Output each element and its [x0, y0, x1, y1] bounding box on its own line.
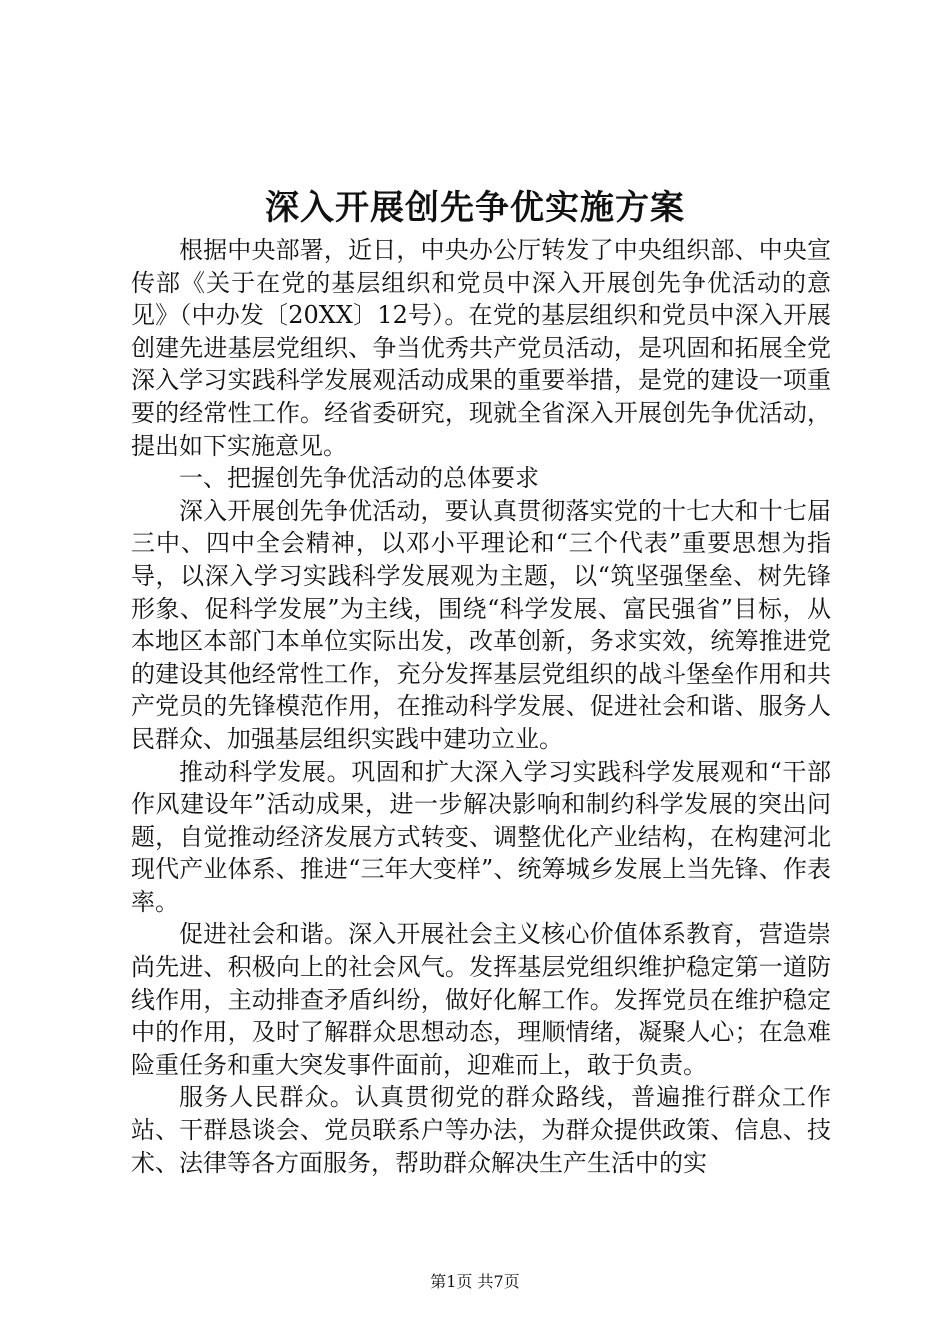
paragraph-scientific-development: 推动科学发展。巩固和扩大深入学习实践科学发展观和“干部作风建设年”活动成果，进一步解决影响和制约科学发展的突出问题，自觉推动经济发展方式转变、调整优化产业结构，在构建河北现代产业体系、推进“三年大变样”、统筹城乡发展上当先锋、作表率。 [131, 757, 831, 916]
section-heading-1: 一、把握创先争优活动的总体要求 [179, 464, 539, 493]
document-body [131, 234, 831, 1179]
paragraph-overall-requirements: 深入开展创先争优活动，要认真贯彻落实党的十七大和十七届三中、四中全会精神，以邓小平理论和“三个代表”重要思想为指导，以深入学习实践科学发展观为主题，以“筑坚强堡垒、树先锋形象、促科学发展”为主线，围绕“科学发展、富民强省”目标，从本地区本部门本单位实际出发，改革创新，务求实效，统筹推进党的建设其他经常性工作，充分发挥基层党组织的战斗堡垒作用和共产党员的先锋模范作用，在推动科学发展、促进社会和谐、服务人民群众、加强基层组织实践中建功立业。 [131, 496, 831, 753]
paragraph-serve-people: 服务人民群众。认真贯彻党的群众路线，普遍推行群众工作站、干群恳谈会、党员联系户等办法，为群众提供政策、信息、技术、法律等各方面服务，帮助群众解决生产生活中的实 [131, 1083, 831, 1177]
page-number-footer: 第1页 共7页 [430, 1272, 520, 1291]
paragraph-social-harmony: 促进社会和谐。深入开展社会主义核心价值体系教育，营造崇尚先进、积极向上的社会风气。发挥基层党组织维护稳定第一道防线作用，主动排查矛盾纠纷，做好化解工作。发挥党员在维护稳定中的作用，及时了解群众思想动态，理顺情绪，凝聚人心；在急难险重任务和重大突发事件面前，迎难而上，敢于负责。 [131, 920, 831, 1079]
paragraph-intro: 根据中央部署，近日，中央办公厅转发了中央组织部、中央宣传部《关于在党的基层组织和党员中深入开展创先争优活动的意见》（中办发〔20XX〕12号）。在党的基层组织和党员中深入开展创建先进基层党组织、争当优秀共产党员活动，是巩固和拓展全党深入学习实践科学发展观活动成果的重要举措，是党的建设一项重要的经常性工作。经省委研究，现就全省深入开展创先争优活动，提出如下实施意见。 [131, 236, 831, 460]
document-title: 深入开展创先争优实施方案 [265, 188, 685, 228]
